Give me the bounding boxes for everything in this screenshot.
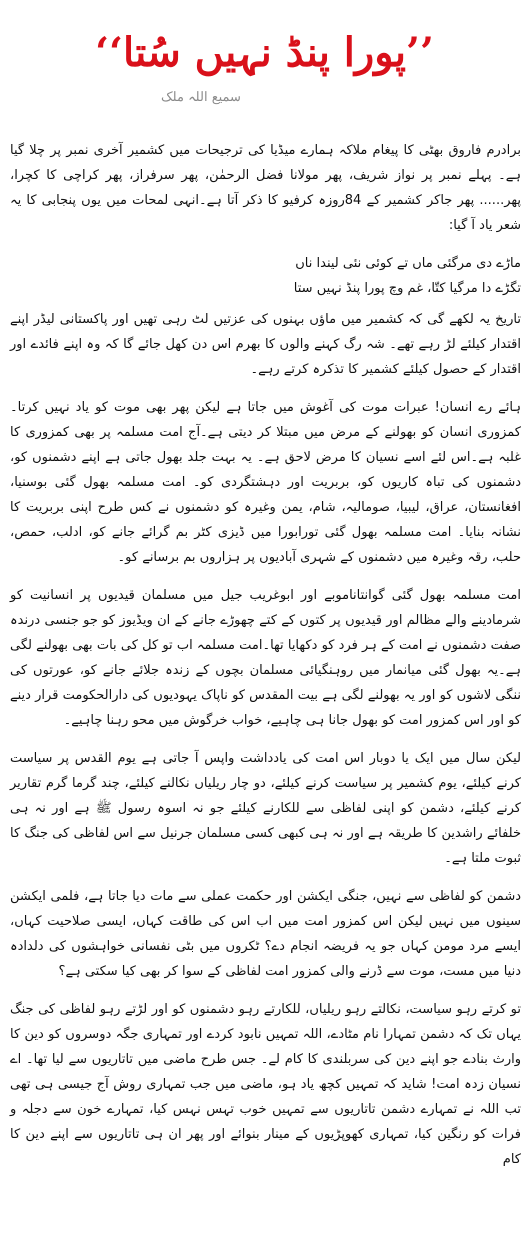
paragraph-6: دشمن کو لفاظی سے نہیں، جنگی ایکشن اور حکمت عملی سے مات دیا جاتا ہے، فلمی ایکشن سینوں میں نہیں لیکن اس کمزور امت میں اب اس کی طاقت کہاں، ایسی صلاحیت کہاں، ایسے مرد مومن کہاں جو یہ فریضہ انجام دے؟ ٹکروں میں بٹی نفسانی خواہشوں کی دلدادہ دنیا میں مست، موت سے ڈرنے والی کمزور امت لفاظی کے سوا کر بھی کیا سکتی ہے؟ xyxy=(10,889,521,979)
paragraph-2: تاریخ یہ لکھے گی کہ کشمیر میں ماؤں بہنوں کی عزتیں لٹ رہی تھیں اور پاکستانی لیڈر اپنے اقتدار کیلئے لڑ رہے تھے۔ شہ رگ کہنے والوں کا بھرم اس دن کھل جائے گا کہ وہ اپنے فائدے اور اقتدار کے حصول کیلئے کشمیر کا تذکرہ کرتے رہے۔ xyxy=(10,312,521,377)
paragraph-3: ہائے رے انسان! عبرات موت کی آغوش میں جاتا ہے لیکن پھر بھی موت کو یاد نہیں کرتا۔کمزوری انسان کو بھولنے کے مرض میں مبتلا کر دیتی ہے۔آج امت مسلمہ پر بھی کمزوری کا غلبہ ہے۔اس لئے اسے نسیان کا مرض لاحق ہے۔ یہ بہت جلد بھول جاتی ہے اپنے دشمنوں کو، دشمنوں کی تباہ کاریوں کو، بربریت اور دہشتگردی کو۔ امت مسلمہ بھول گئی بوسنیا، افغانستان، عراق، لیبیا، صومالیہ، شام، یمن وغیرہ کو دشمنوں نے کس طرح اپنی بربریت کا نشانہ بنایا۔ امت مسلمہ بھول گئی تورابورا میں ڈیزی کٹر بم گرائے جانے کو، ادلب، حمص، حلب، رقہ وغیرہ میں دشمنوں کے شہری آبادیوں پر ہزاروں بم برسانے کو۔ xyxy=(10,400,521,565)
paragraph-7: تو کرتے رہو سیاست، نکالتے رہو ریلیاں، للکارتے رہو دشمنوں کو اور لڑتے رہو لفاظی کی جنگ یہاں تک کہ دشمن تمہارا نام مٹادے، اللہ تمہیں نابود کردے اور تمہاری جگہ دوسروں کو دین کا وارث بنادے جو اپنے دین کی سربلندی کا کام لے۔ جس طرح ماضی میں تاتاریوں سے لیا تھا۔ اے نسیان زدہ امت! شاید کہ تمہیں کچھ یاد ہو، ماضی میں جب تمہاری روش آج جیسی ہی تھی تب اللہ نے تمہارے دشمن تاتاریوں سے تمہیں خوب تہس نہس کیا، تمہارے خون سے دجلہ و فرات کو رنگین کیا، تمہاری کھوپڑیوں کے مینار بنوائے اور پھر ان ہی تاتاریوں سے اپنے دین کا کام xyxy=(10,1002,521,1167)
verse-line-1: ماڑے دی مرگئی ماں تے کوئی نئی لیندا ناں xyxy=(295,256,521,271)
author-byline: سمیع اللہ ملک xyxy=(161,90,241,105)
paragraph-1: برادرم فاروق بھٹی کا پیغام ملاکہ ہمارے میڈیا کی ترجیحات میں کشمیر آخری نمبر پر چلا گیا ہے۔ پہلے نمبر پر نواز شریف، پھر مولانا فضل الرحمٰن، پھر سرفراز، پھر کراچی کا کچرا، پھر...... پھر جاکر کشمیر کے 84روزہ کرفیو کا ذکر آتا ہے۔انہی لمحات میں یوں پنجابی کا یہ شعر یاد آ گیا: xyxy=(10,143,521,233)
verse-line-2: تگڑے دا مرگیا کتّا، غم وچ پورا پنڈ نہیں ستا xyxy=(293,281,521,296)
article-title: ’’پورا پنڈ نہیں سُتا‘‘ xyxy=(95,29,434,76)
paragraph-4: امت مسلمہ بھول گئی گوانتاناموبے اور ابوغریب جیل میں مسلمان قیدیوں پر انسانیت کو شرمادینے والے مظالم اور قیدیوں پر کتوں کے کتے چھوڑے جانے کے ان ویڈیوز کو جو جنسی درندہ صفت دشمنوں نے امت کے ہر فرد کو دکھایا تھا۔امت مسلمہ اب تو کل کی بات بھی بھولنے لگی ہے۔یہ بھول گئی میانمار میں روہنگیائی مسلمان بچوں کے زندہ جلائے جانے کو، عورتوں کی ننگی لاشوں کو اور یہ بھولنے لگی ہے بیت المقدس کو ناپاک یہودیوں کی دارالحکومت قرار دینے کو اور اس کمزور امت کو بھول جانا ہی چاہیے، خواب خرگوش میں محو رہنا چاہیے۔ xyxy=(10,588,521,728)
article-body xyxy=(10,138,521,1185)
paragraph-5: لیکن سال میں ایک یا دوبار اس امت کی یادداشت واپس آ جاتی ہے یوم القدس پر سیاست کرنے کیلئے، یوم کشمیر پر سیاست کرنے کیلئے، دو چار ریلیاں نکالنے کیلئے، چند گرما گرم تقاریر کرنے کیلئے، دشمن کو اپنی لفاظی سے للکارنے کیلئے جو نہ اسوہ رسول ﷺ ہے اور نہ ہی خلفائے راشدین کا طریقہ ہے اور نہ ہی کبھی کسی مسلمان جرنیل سے اس لفاظی کی جنگ کا ثبوت ملتا ہے۔ xyxy=(10,751,521,866)
